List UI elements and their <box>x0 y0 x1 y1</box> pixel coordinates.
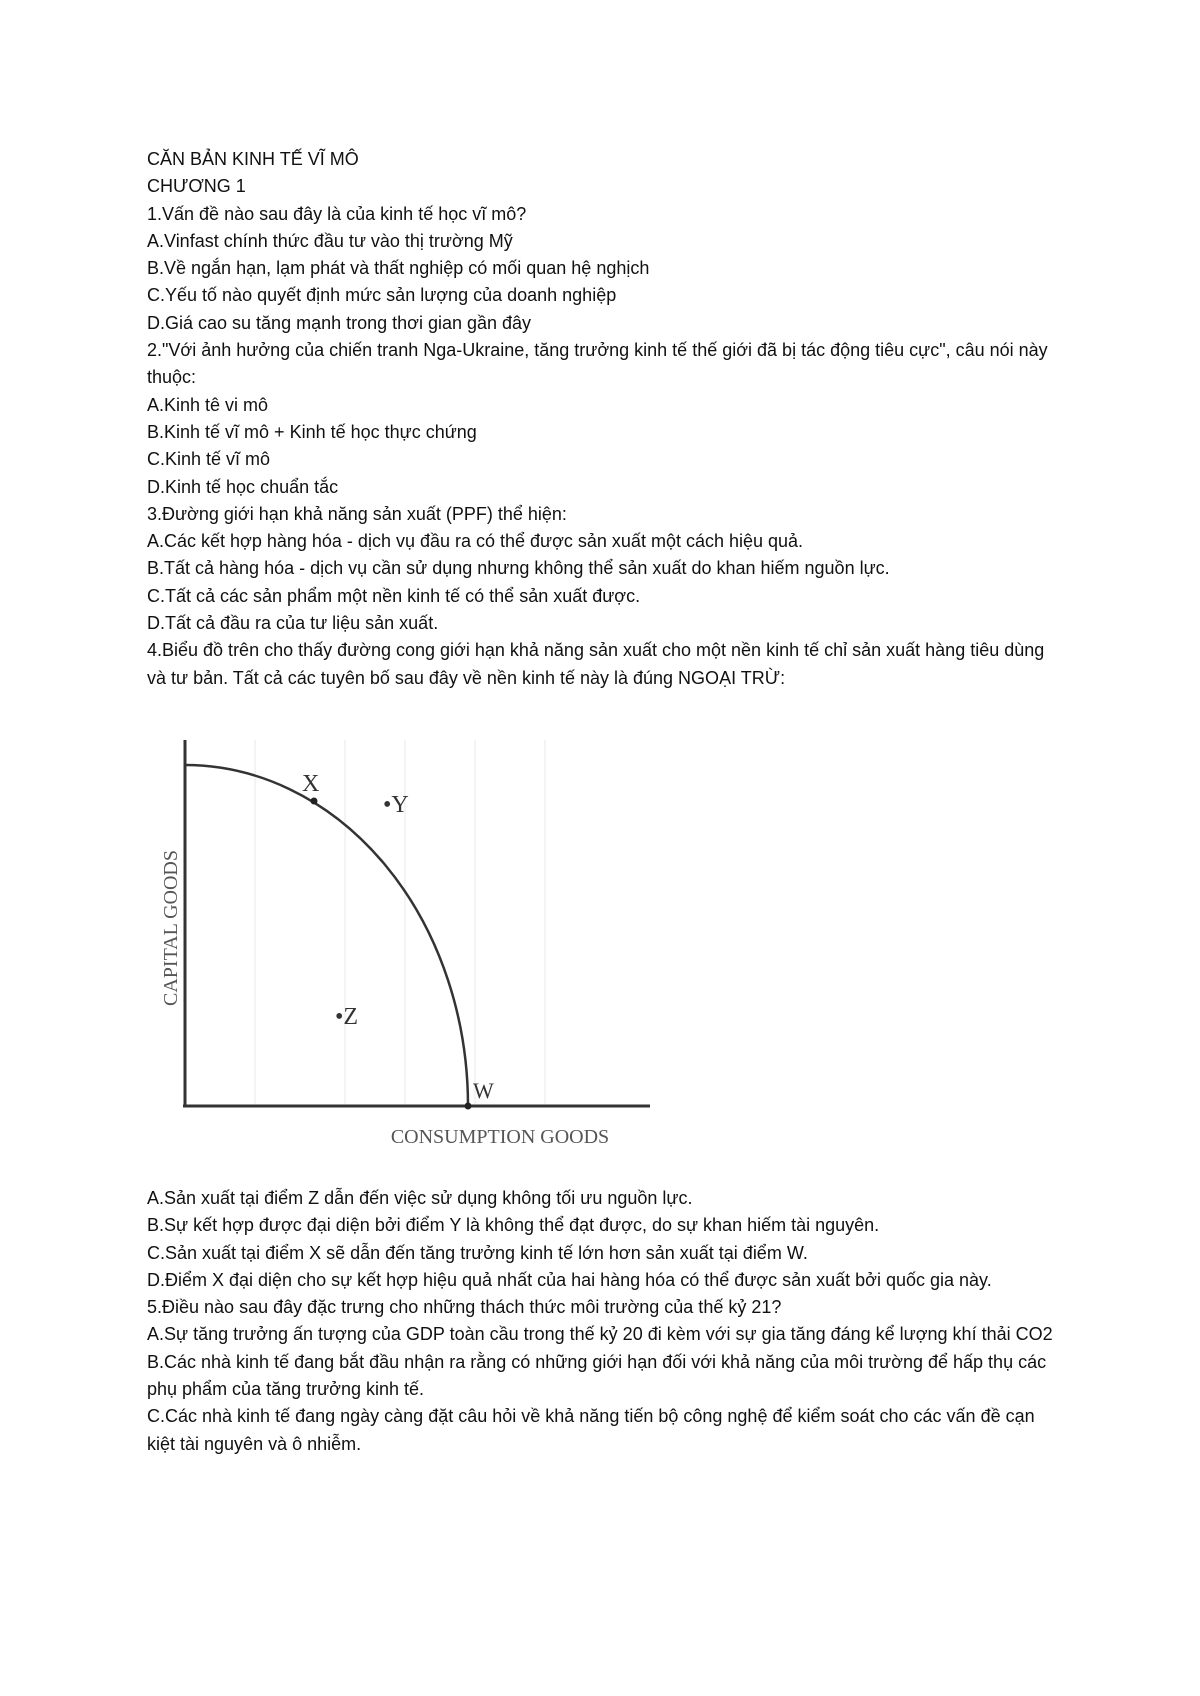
q3-option-b: B.Tất cả hàng hóa - dịch vụ cần sử dụng nhưng không thể sản xuất do khan hiếm nguồn lực. <box>147 558 890 579</box>
document-title: CĂN BẢN KINH TẾ VĨ MÔ <box>147 149 359 169</box>
q3-option-a: A.Các kết hợp hàng hóa - dịch vụ đầu ra có thể được sản xuất một cách hiệu quả. <box>147 531 804 552</box>
ppf-diagram <box>145 720 655 1160</box>
q2-option-d: D.Kinh tế học chuẩn tắc <box>147 476 339 497</box>
ppf-curve <box>185 765 468 1106</box>
x-axis-label: CONSUMPTION GOODS <box>390 1126 610 1148</box>
q1-option-a: A.Vinfast chính thức đầu tư vào thị trường Mỹ <box>147 230 513 251</box>
q1-option-b: B.Về ngắn hạn, lạm phát và thất nghiệp có mối quan hệ nghịch <box>147 258 650 279</box>
q4-option-a: A.Sản xuất tại điểm Z dẫn đến việc sử dụng không tối ưu nguồn lực. <box>147 1188 693 1208</box>
q3-option-c: C.Tất cả các sản phẩm một nền kinh tế có thể sản xuất được. <box>147 585 641 606</box>
text-block-top <box>147 146 1057 692</box>
question-1: 1.Vấn đề nào sau đây là của kinh tế học vĩ mô? <box>147 203 527 224</box>
q4-option-b: B.Sự kết hợp được đại diện bởi điểm Y là không thể đạt được, do sự khan hiếm tài nguyên. <box>147 1215 880 1236</box>
q3-option-d: D.Tất cả đầu ra của tư liệu sản xuất. <box>147 613 439 634</box>
point-x-label: X <box>302 771 320 797</box>
point-z-label: •Z <box>335 1004 359 1030</box>
point-y-label: •Y <box>383 792 409 818</box>
question-4: 4.Biểu đồ trên cho thấy đường cong giới hạn khả năng sản xuất cho một nền kinh tế chỉ sản xuất hàng tiêu dùng và tư bản. Tất cả các tuyên bố sau đây về nền kinh tế này là đúng NGOẠI TRỪ: <box>147 640 1045 688</box>
q4-option-c: C.Sản xuất tại điểm X sẽ dẫn đến tăng trưởng kinh tế lớn hơn sản xuất tại điểm W. <box>147 1242 808 1263</box>
y-axis-label: CAPITAL GOODS <box>160 850 182 1006</box>
question-3: 3.Đường giới hạn khả năng sản xuất (PPF) thể hiện: <box>147 503 567 524</box>
q5-option-b: B.Các nhà kinh tế đang bắt đầu nhận ra rằng có những giới hạn đối với khả năng của môi trường để hấp thụ các phụ phẩm của tăng trưởng kinh tế. <box>147 1351 1047 1400</box>
ppf-figure <box>145 720 655 1160</box>
text-block-bottom <box>147 1185 1057 1458</box>
question-5: 5.Điều nào sau đây đặc trưng cho những thách thức môi trường của thế kỷ 21? <box>147 1297 782 1318</box>
q2-option-c: C.Kinh tế vĩ mô <box>147 449 271 470</box>
q2-option-b: B.Kinh tế vĩ mô + Kinh tế học thực chứng <box>147 421 477 442</box>
q1-option-d: D.Giá cao su tăng mạnh trong thơi gian gần đây <box>147 312 532 333</box>
q4-option-d: D.Điểm X đại diện cho sự kết hợp hiệu quả nhất của hai hàng hóa có thể được sản xuất bởi quốc gia này. <box>147 1269 992 1290</box>
point-w-marker <box>465 1103 472 1110</box>
q5-option-a: A.Sự tăng trưởng ấn tượng của GDP toàn cầu trong thế kỷ 20 đi kèm với sự gia tăng đáng kể lượng khí thải CO2 <box>147 1324 1053 1345</box>
point-w-label: W <box>473 1078 494 1103</box>
point-x-marker <box>311 798 318 805</box>
q5-option-c: C.Các nhà kinh tế đang ngày càng đặt câu hỏi về khả năng tiến bộ công nghệ để kiểm soát cho các vấn đề cạn kiệt tài nguyên và ô nhiễm. <box>147 1406 1035 1454</box>
q2-option-a: A.Kinh tê vi mô <box>147 394 269 415</box>
chapter-heading: CHƯƠNG 1 <box>147 176 246 197</box>
question-2: 2."Với ảnh hưởng của chiến tranh Nga-Ukraine, tăng trưởng kinh tế thế giới đã bị tác động tiêu cực", câu nói này thuộc: <box>147 340 1048 388</box>
q1-option-c: C.Yếu tố nào quyết định mức sản lượng của doanh nghiệp <box>147 285 617 306</box>
